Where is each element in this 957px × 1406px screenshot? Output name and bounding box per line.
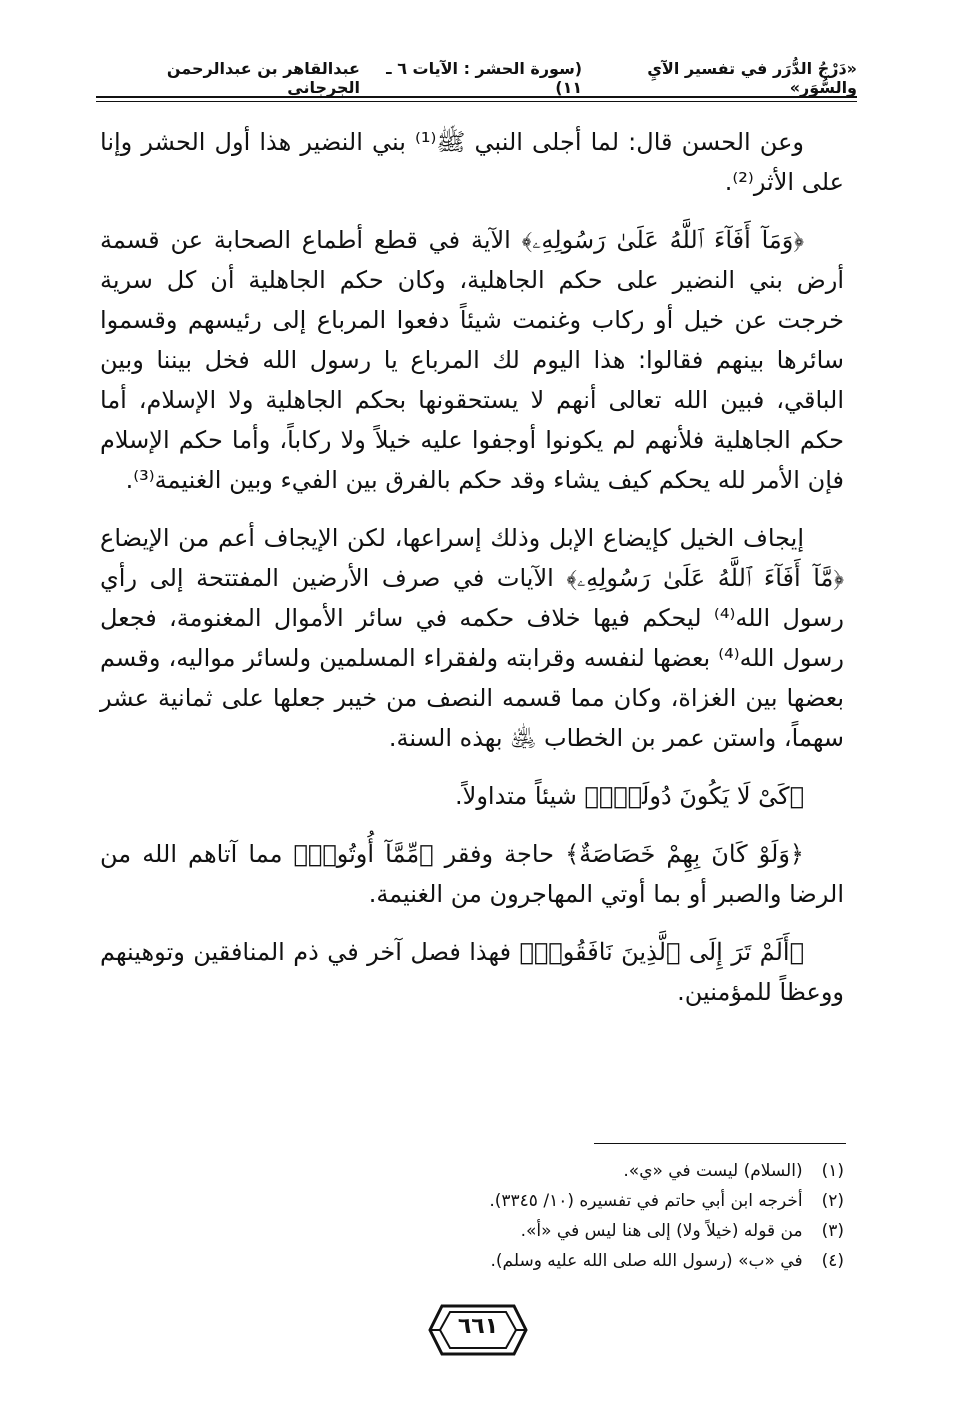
paragraph-2: ﴿وَمَآ أَفَآءَ ٱللَّهُ عَلَىٰ رَسُولِهِۦ﴾ الآية في قطع أطماع الصحابة عن قسمة أرض بني النضير على حكم الجاهلية، وكان حكم الجاهلية أن كل سرية خرجت عن خيل أو ركاب وغنمت شيئاً دفعوا المرباع إلى رئيسهم وقسموا سائرها بينهم فقالوا: هذا اليوم لك المرباع يا رسول الله فخل بيننا وبين الباقي، فبين الله تعالى أنهم لا يستحقونها بحكم الجاهلية ولا الإسلام، أما حكم الجاهلية فلأنهم لم يكونوا أوجفوا عليه خيلاً ولا ركاباً، وأما حكم الإسلام فإن الأمر لله يحكم كيف يشاء وقد حكم بالفرق بين الفيء وبين الغنيمة⁽³⁾.: [100, 226, 844, 494]
quran-quote: ﴿وَمَآ أَفَآءَ ٱللَّهُ عَلَىٰ رَسُولِهِۦ﴾: [521, 226, 804, 254]
footnote: (١) (السلام) ليست في «ي».: [623, 1161, 844, 1181]
quran-quote: ﴿مَّآ أَفَآءَ ٱللَّهُ عَلَىٰ رَسُولِهِۦ﴾: [566, 564, 844, 592]
footnote: (٤) في «ب» (رسول الله صلى الله عليه وسلم).: [490, 1251, 844, 1271]
footnote-rule: [594, 1143, 846, 1144]
header-rule-thin: [96, 101, 857, 102]
paragraph-4: ﴿كَىْ لَا يَكُونَ دُولَةًۢ﴾ شيئاً متداولاً.: [455, 782, 804, 810]
book-title: «دَرْجُ الدُّرَر في تفسير الآيِ والسُّوَر»: [647, 59, 857, 97]
paragraph-5: ﴿وَلَوْ كَانَ بِهِمْ خَصَاصَةٌ﴾ حاجة وفقر ﴿مِّمَّآ أُوتُوا۟﴾ مما آتاهم الله من الرضا والصبر أو بما أوتي المهاجرون من الغنيمة.: [100, 840, 844, 908]
page-number: ٦٦١: [457, 1314, 499, 1339]
quran-quote: ﴿كَىْ لَا يَكُونَ دُولَةًۢ﴾: [584, 782, 804, 810]
surah-info: (سورة الحشر : الآيات ٦ ـ ١١): [386, 59, 583, 97]
paragraph-6: ﴿أَلَمْ تَرَ إِلَى ٱلَّذِينَ نَافَقُوا۟﴾ فهذا فصل آخر في ذم المنافقين وتوهينهم ووعظاً للمؤمنين.: [100, 938, 844, 1006]
author-name: عبدالقاهر بن عبدالرحمن الجرجاني: [166, 59, 360, 97]
footnotes: [100, 1156, 844, 1276]
footnote: (٢) أخرجه ابن أبي حاتم في تفسيره (١٠/ ٣٣٤٥).: [489, 1191, 844, 1211]
footnote: (٣) من قوله (خيلاً ولا) إلى هنا ليس في «أ».: [520, 1221, 844, 1241]
paragraph-1: وعن الحسن قال: لما أجلى النبي ﷺ⁽¹⁾ بني النضير هذا أول الحشر وإنا على الأثر⁽²⁾.: [100, 128, 844, 196]
page-number-ornament: [428, 1302, 528, 1358]
quran-quote: ﴿وَلَوْ كَانَ بِهِمْ خَصَاصَةٌ﴾: [565, 840, 804, 868]
header-rule: [96, 96, 857, 98]
running-header: [96, 58, 857, 98]
quran-quote: ﴿مِّمَّآ أُوتُوا۟﴾: [293, 840, 434, 868]
quran-quote: ﴿أَلَمْ تَرَ إِلَى ٱلَّذِينَ نَافَقُوا۟﴾: [519, 938, 804, 966]
paragraph-3: إيجاف الخيل كإيضاع الإبل وذلك إسراعها، لكن الإيجاف أعم من الإيضاع ﴿مَّآ أَفَآءَ ٱللَّهُ عَلَىٰ رَسُولِهِۦ﴾ الآيات في صرف الأرضين المفتتحة إلى رأي رسول الله⁽⁴⁾ ليحكم فيها خلاف حكمه في سائر الأموال المغنومة، فجعل رسول الله⁽⁴⁾ بعضها لنفسه وقرابته ولفقراء المسلمين ولسائر مواليه، وقسم بعضها بين الغزاة، وكان مما قسمه النصف من خيبر جعلها على ثمانية عشر سهماً، واستن عمر بن الخطاب ﵁ بهذه السنة.: [100, 524, 844, 752]
main-text: [100, 122, 844, 1030]
